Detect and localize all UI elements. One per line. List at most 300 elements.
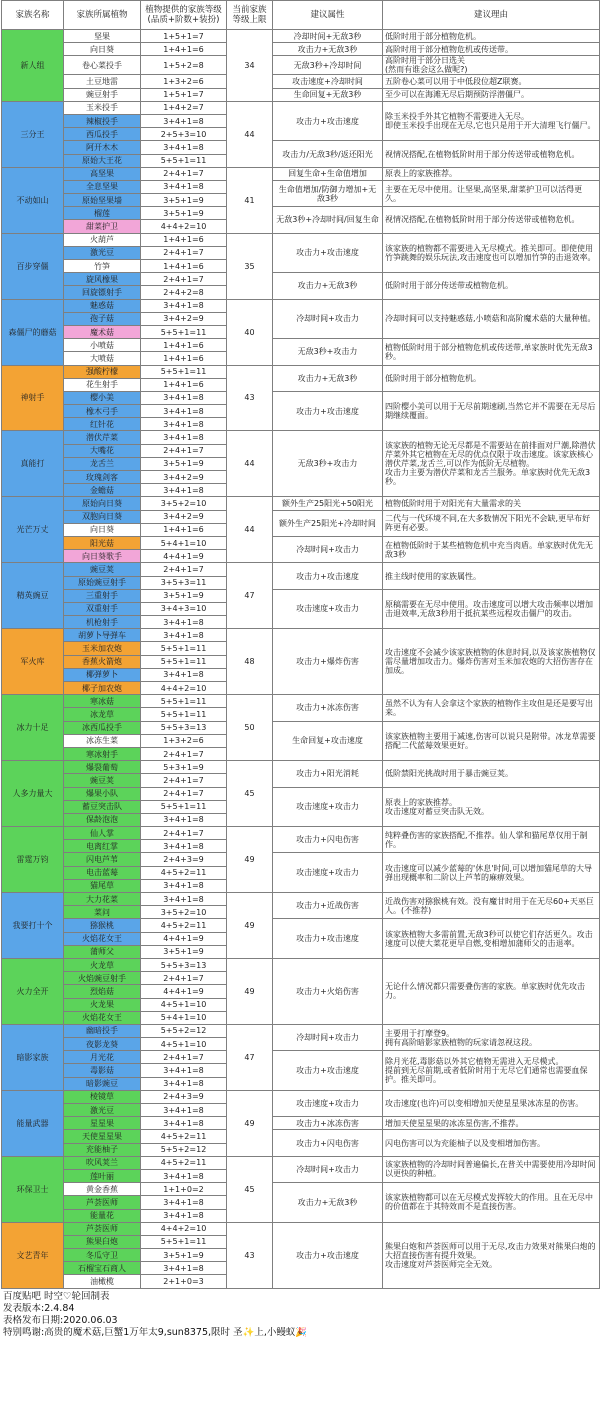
- suggested-attr-cell: 攻击速度+攻击力: [273, 1090, 383, 1116]
- plant-name-cell: 闪电芦苇: [64, 853, 141, 866]
- table-row: [2, 536, 600, 549]
- suggested-attr-cell: 冷却时间+攻击力: [273, 536, 383, 562]
- table-row: [2, 919, 600, 932]
- plant-name-cell: 寒冰菇: [64, 695, 141, 708]
- grade-cell: 2+4+2=8: [141, 286, 227, 299]
- plant-name-cell: 原始坚果墙: [64, 194, 141, 207]
- level-cap-cell: 49: [227, 1090, 273, 1156]
- grade-cell: 4+5+1=10: [141, 1038, 227, 1051]
- grade-cell: 1+3+2=6: [141, 734, 227, 747]
- plant-name-cell: 火龙草: [64, 958, 141, 971]
- table-row: [2, 589, 600, 602]
- plant-name-cell: 阿开木木: [64, 141, 141, 154]
- grade-cell: 3+4+2=9: [141, 312, 227, 325]
- table-row: [2, 1051, 600, 1064]
- suggested-attr-cell: 冷却时间+攻击力: [273, 1024, 383, 1050]
- plant-name-cell: 龙舌兰: [64, 457, 141, 470]
- suggested-reason-cell: 至少可以在海滩无尽后期预防浮潜僵尸。: [383, 88, 600, 101]
- suggested-reason-cell: 增加天使星星果的冰冻星伤害,不推荐。: [383, 1117, 600, 1130]
- grade-cell: 5+3+1=9: [141, 761, 227, 774]
- grade-cell: 5+5+1=11: [141, 325, 227, 338]
- footer: [0, 1289, 600, 1339]
- plant-name-cell: 冬瓜守卫: [64, 1249, 141, 1262]
- grade-cell: 3+4+1=8: [141, 668, 227, 681]
- table-row: [2, 629, 600, 642]
- plant-name-cell: 能量花: [64, 1209, 141, 1222]
- grade-cell: 2+4+1=7: [141, 246, 227, 259]
- plant-name-cell: 烈焰菇: [64, 985, 141, 998]
- plant-name-cell: 芦荟医师: [64, 1222, 141, 1235]
- plant-name-cell: 充能柚子: [64, 1143, 141, 1156]
- plant-name-cell: 激光豆: [64, 246, 141, 259]
- plant-name-cell: 香蕉火箭炮: [64, 655, 141, 668]
- suggested-attr-cell: 攻击力+攻击速度: [273, 563, 383, 589]
- table-row: [2, 563, 600, 576]
- suggested-attr-cell: 生命回复+攻击速度: [273, 721, 383, 761]
- table-row: [2, 56, 600, 75]
- plant-name-cell: 夜影龙葵: [64, 1038, 141, 1051]
- grade-cell: 3+4+1=8: [141, 1262, 227, 1275]
- grade-cell: 2+4+1=7: [141, 747, 227, 760]
- plant-name-cell: 月光花: [64, 1051, 141, 1064]
- grade-cell: 4+5+2=11: [141, 866, 227, 879]
- grade-cell: 2+1+0=3: [141, 1275, 227, 1288]
- table-row: [2, 233, 600, 246]
- plant-name-cell: 大喷菇: [64, 352, 141, 365]
- level-cap-cell: 44: [227, 101, 273, 167]
- plant-name-cell: 火焰花女王: [64, 1011, 141, 1024]
- grade-cell: 1+5+1=7: [141, 88, 227, 101]
- suggested-attr-cell: 攻击力+无敌3秒: [273, 43, 383, 56]
- grade-cell: 3+5+1=9: [141, 589, 227, 602]
- grade-cell: 2+4+3=9: [141, 1090, 227, 1103]
- family-name-cell: 我要打十个: [2, 893, 64, 959]
- family-name-cell: 新人组: [2, 30, 64, 102]
- family-name-cell: 人多力量大: [2, 761, 64, 827]
- grade-cell: 5+5+1=11: [141, 695, 227, 708]
- table-row: [2, 1156, 600, 1169]
- suggested-reason-cell: 低阶时用于部分植物危机。: [383, 30, 600, 43]
- suggested-attr-cell: 攻击力+近战伤害: [273, 893, 383, 919]
- suggested-attr-cell: 攻击力+攻击速度: [273, 233, 383, 273]
- grade-cell: 5+5+3=13: [141, 721, 227, 734]
- level-cap-cell: 45: [227, 1156, 273, 1222]
- plant-name-cell: 小喷菇: [64, 339, 141, 352]
- suggested-attr-cell: 冷却时间+无敌3秒: [273, 30, 383, 43]
- suggested-reason-cell: 低阶时用于部分植物危机。: [383, 365, 600, 391]
- grade-cell: 3+4+1=8: [141, 1196, 227, 1209]
- suggested-attr-cell: 攻击力+攻击速度: [273, 919, 383, 959]
- grade-cell: 3+5+2=10: [141, 497, 227, 510]
- table-row: [2, 510, 600, 523]
- grade-cell: 5+5+3=13: [141, 958, 227, 971]
- suggested-attr-cell: 攻击速度+攻击力: [273, 589, 383, 629]
- family-name-cell: 三分王: [2, 101, 64, 167]
- plant-name-cell: 菜问: [64, 906, 141, 919]
- suggested-attr-cell: 攻击速度+冷却时间: [273, 75, 383, 88]
- grade-cell: 5+5+2=12: [141, 1024, 227, 1037]
- plant-name-cell: 阳光菇: [64, 536, 141, 549]
- suggested-attr-cell: 冷却时间+攻击力: [273, 299, 383, 339]
- plant-name-cell: 蒲师父: [64, 945, 141, 958]
- family-name-cell: 精英豌豆: [2, 563, 64, 629]
- plant-name-cell: 芦荟医师: [64, 1196, 141, 1209]
- suggested-attr-cell: 攻击速度+攻击力: [273, 853, 383, 893]
- family-name-cell: 冰力十足: [2, 695, 64, 761]
- suggested-attr-cell: 额外生产25阳光+50阳光: [273, 497, 383, 510]
- suggested-attr-cell: 冷却时间+攻击力: [273, 1156, 383, 1182]
- suggested-attr-cell: 攻击速度+攻击力: [273, 787, 383, 827]
- grade-cell: 1+4+1=6: [141, 339, 227, 352]
- plant-name-cell: 坚果: [64, 30, 141, 43]
- suggested-attr-cell: 攻击力+阳光消耗: [273, 761, 383, 787]
- grade-cell: 4+5+2=11: [141, 1130, 227, 1143]
- header-family-name: 家族名称: [2, 1, 64, 30]
- footer-date: 表格发布日期:2020.06.03: [3, 1314, 118, 1326]
- family-name-cell: 能量武器: [2, 1090, 64, 1156]
- grade-cell: 4+5+2=11: [141, 1156, 227, 1169]
- table-row: [2, 391, 600, 404]
- grade-cell: 3+5+1=9: [141, 1249, 227, 1262]
- table-row: [2, 827, 600, 840]
- grade-cell: 4+4+2=10: [141, 220, 227, 233]
- header-grade: 植物提供的家族等级 (品质+阶数+装扮): [141, 1, 227, 30]
- level-cap-cell: 44: [227, 431, 273, 497]
- grade-cell: 1+4+1=6: [141, 260, 227, 273]
- plant-name-cell: 甜菜护卫: [64, 220, 141, 233]
- table-row: [2, 1130, 600, 1143]
- suggested-reason-cell: 攻击速度可以减少蓝莓的'休息'时间,可以增加猫尾草的大导弹出现概率和二阶以上芦苇的麻痹效果。: [383, 853, 600, 893]
- grade-cell: 5+5+2=12: [141, 1143, 227, 1156]
- suggested-attr-cell: 攻击力+攻击速度: [273, 1051, 383, 1091]
- suggested-reason-cell: 植物低阶时用于部分植物危机或传送带,单家族时优先无敌3秒。: [383, 339, 600, 365]
- grade-cell: 4+5+1=10: [141, 998, 227, 1011]
- table-row: [2, 43, 600, 56]
- grade-cell: 2+4+1=7: [141, 273, 227, 286]
- grade-cell: 2+4+1=7: [141, 444, 227, 457]
- family-name-cell: 环保卫士: [2, 1156, 64, 1222]
- plant-name-cell: 向日葵歌手: [64, 550, 141, 563]
- table-row: [2, 431, 600, 444]
- grade-cell: 3+4+1=8: [141, 1169, 227, 1182]
- plant-name-cell: 金蟾菇: [64, 484, 141, 497]
- suggested-reason-cell: 高阶时用于部分植物危机或传送带。: [383, 43, 600, 56]
- level-cap-cell: 35: [227, 233, 273, 299]
- table-row: [2, 141, 600, 154]
- suggested-reason-cell: 除月光花,毒影菇以外其它植物无需进入无尽模式。 提前到无尽前期,或者低阶时用于无尽它们通常也需要血保护。推关即可。: [383, 1051, 600, 1091]
- suggested-attr-cell: 攻击力+冰冻伤害: [273, 1117, 383, 1130]
- grade-cell: 3+4+1=8: [141, 1209, 227, 1222]
- grade-cell: 2+5+3=10: [141, 128, 227, 141]
- table-row: [2, 1090, 600, 1103]
- grade-cell: 3+5+1=9: [141, 945, 227, 958]
- grade-cell: 1+5+1=7: [141, 30, 227, 43]
- grade-cell: 3+4+1=8: [141, 813, 227, 826]
- level-cap-cell: 47: [227, 563, 273, 629]
- grade-cell: 3+4+3=10: [141, 602, 227, 615]
- suggested-reason-cell: 在植物低阶时于某些植物危机中充当肉盾。单家族时优先无敌3秒: [383, 536, 600, 562]
- suggested-reason-cell: 近战伤害对猕猴桃有效。没有魔甘时用于在无尽60+天巫巨人。(不推荐): [383, 893, 600, 919]
- plant-name-cell: 孢子菇: [64, 312, 141, 325]
- grade-cell: 2+4+1=7: [141, 1051, 227, 1064]
- table-row: [2, 273, 600, 286]
- suggested-reason-cell: 原稿需要在无尽中使用。攻击速度可以增大攻击频率以增加击退效率,无敌3秒用于抵抗某些远程攻击僵尸的攻击。: [383, 589, 600, 629]
- family-name-cell: 军火库: [2, 629, 64, 695]
- plant-name-cell: 榴莲: [64, 207, 141, 220]
- table-row: [2, 721, 600, 734]
- suggested-attr-cell: 无敌3秒+攻击力: [273, 431, 383, 497]
- plant-name-cell: 吹风荚兰: [64, 1156, 141, 1169]
- suggested-reason-cell: 视情况搭配,在植物低阶时用于部分传送带或植物危机。: [383, 207, 600, 233]
- suggested-reason-cell: 无论什么情况都只需要叠伤害的家族。单家族时优先攻击力。: [383, 958, 600, 1024]
- level-cap-cell: 43: [227, 1222, 273, 1288]
- suggested-reason-cell: 该家族植物大多需前置,无敌3秒可以使它们存活更久。攻击速度可以使大菜花更早自燃,变相增加蒲师父的击退率。: [383, 919, 600, 959]
- plant-name-cell: 熊果臼炮: [64, 1235, 141, 1248]
- grade-cell: 3+4+1=8: [141, 180, 227, 193]
- grade-cell: 5+5+1=11: [141, 800, 227, 813]
- suggested-attr-cell: 攻击力+火焰伤害: [273, 958, 383, 1024]
- suggested-attr-cell: 攻击力+攻击速度: [273, 1222, 383, 1288]
- plant-name-cell: 原始向日葵: [64, 497, 141, 510]
- table-row: [2, 365, 600, 378]
- table-row: [2, 299, 600, 312]
- suggested-reason-cell: 二代与一代环境不同,在大多数情况下阳光不会缺,更早布好阵更有必要。: [383, 510, 600, 536]
- plant-name-cell: 电离红掌: [64, 840, 141, 853]
- table-row: [2, 75, 600, 88]
- level-cap-cell: 49: [227, 827, 273, 893]
- suggested-attr-cell: 攻击力+冰冻伤害: [273, 695, 383, 721]
- plant-name-cell: 魔术菇: [64, 325, 141, 338]
- plant-name-cell: 竹笋: [64, 260, 141, 273]
- grade-cell: 2+4+1=7: [141, 167, 227, 180]
- grade-cell: 2+4+1=7: [141, 787, 227, 800]
- suggested-attr-cell: 无敌3秒+冷却时间: [273, 56, 383, 75]
- table-row: [2, 167, 600, 180]
- suggested-reason-cell: 五阶卷心菜可以用于中低段位超Z联赛。: [383, 75, 600, 88]
- level-cap-cell: 44: [227, 497, 273, 563]
- level-cap-cell: 49: [227, 893, 273, 959]
- plant-name-cell: 花生射手: [64, 378, 141, 391]
- plant-name-cell: 爆果小队: [64, 787, 141, 800]
- suggested-reason-cell: 该家族的植物都不需要进入无尽模式。推关即可。即使使用竹笋跳舞的娱乐玩法,攻击速度也可以增加竹笋的击退效率。: [383, 233, 600, 273]
- plant-name-cell: 樱小美: [64, 391, 141, 404]
- family-name-cell: 暗影家族: [2, 1024, 64, 1090]
- suggested-reason-cell: 原表上的家族推荐。 攻击速度对蓄豆突击队无效。: [383, 787, 600, 827]
- grade-cell: 2+4+1=7: [141, 972, 227, 985]
- plant-name-cell: 火焰花女王: [64, 932, 141, 945]
- plant-name-cell: 玉米投手: [64, 101, 141, 114]
- suggested-reason-cell: 高阶时用于部分日选关 (然而有谁会这么做呢?): [383, 56, 600, 75]
- plant-name-cell: 冰西瓜投手: [64, 721, 141, 734]
- grade-cell: 1+3+2=6: [141, 75, 227, 88]
- suggested-attr-cell: 攻击力+攻击速度: [273, 101, 383, 141]
- grade-cell: 5+5+1=11: [141, 655, 227, 668]
- plant-name-cell: 莲叶丽: [64, 1169, 141, 1182]
- plant-name-cell: 原始大王花: [64, 154, 141, 167]
- grade-cell: 2+4+1=7: [141, 563, 227, 576]
- suggested-attr-cell: 攻击力+闪电伤害: [273, 827, 383, 853]
- plant-name-cell: 冰龙草: [64, 708, 141, 721]
- suggested-reason-cell: 除玉米投手外其它植物不需要进入无尽。 即使玉米投手出现在无尽,它也只是用于开大清理飞行僵尸。: [383, 101, 600, 141]
- suggested-reason-cell: 植物低阶时用于对阳光有大量需求的关: [383, 497, 600, 510]
- grade-cell: 3+4+1=8: [141, 484, 227, 497]
- level-cap-cell: 48: [227, 629, 273, 695]
- table-row: [2, 207, 600, 220]
- plant-name-cell: 回旋镖射手: [64, 286, 141, 299]
- grade-cell: 4+4+2=10: [141, 1222, 227, 1235]
- suggested-attr-cell: 生命值增加/防御力增加+无敌3秒: [273, 180, 383, 206]
- family-name-cell: 雷霆万钧: [2, 827, 64, 893]
- suggested-reason-cell: 推主线时使用的家族属性。: [383, 563, 600, 589]
- plant-name-cell: 爆裂葡萄: [64, 761, 141, 774]
- family-name-cell: 不动如山: [2, 167, 64, 233]
- level-cap-cell: 49: [227, 958, 273, 1024]
- grade-cell: 1+4+1=6: [141, 523, 227, 536]
- plant-name-cell: 全息坚果: [64, 180, 141, 193]
- suggested-attr-cell: 攻击力+无敌3秒: [273, 365, 383, 391]
- footer-version: 发表版本:2.4.84: [3, 1302, 75, 1314]
- grade-cell: 2+4+3=9: [141, 853, 227, 866]
- plant-name-cell: 机枪射手: [64, 616, 141, 629]
- grade-cell: 2+4+1=7: [141, 827, 227, 840]
- plant-name-cell: 豌豆荚: [64, 774, 141, 787]
- plant-name-cell: 油橄榄: [64, 1275, 141, 1288]
- plant-name-cell: 火焰豌豆射手: [64, 972, 141, 985]
- table-row: [2, 761, 600, 774]
- table-row: [2, 30, 600, 43]
- grade-cell: 3+4+1=8: [141, 405, 227, 418]
- family-name-cell: 真能打: [2, 431, 64, 497]
- grade-cell: 5+5+1=11: [141, 365, 227, 378]
- plant-name-cell: 椰弹萝卜: [64, 668, 141, 681]
- plant-name-cell: 大力花菜: [64, 893, 141, 906]
- plant-name-cell: 橡木弓手: [64, 405, 141, 418]
- grade-cell: 3+5+3=11: [141, 576, 227, 589]
- grade-cell: 1+4+1=6: [141, 43, 227, 56]
- table-row: [2, 853, 600, 866]
- plant-name-cell: 仙人掌: [64, 827, 141, 840]
- suggested-attr-cell: 攻击力+攻击速度: [273, 391, 383, 431]
- grade-cell: 3+4+1=8: [141, 1104, 227, 1117]
- grade-cell: 2+4+1=7: [141, 774, 227, 787]
- grade-cell: 3+4+1=8: [141, 629, 227, 642]
- grade-cell: 3+4+1=8: [141, 1077, 227, 1090]
- plant-name-cell: 大嘴花: [64, 444, 141, 457]
- plant-name-cell: 卷心菜投手: [64, 56, 141, 75]
- plant-name-cell: 电击蓝莓: [64, 866, 141, 879]
- grade-cell: 3+4+1=8: [141, 616, 227, 629]
- grade-cell: 3+4+1=8: [141, 391, 227, 404]
- level-cap-cell: 41: [227, 167, 273, 233]
- grade-cell: 3+4+1=8: [141, 141, 227, 154]
- suggested-reason-cell: 原表上的家族推荐。: [383, 167, 600, 180]
- plant-name-cell: 向日葵: [64, 43, 141, 56]
- plant-name-cell: 玉米加农炮: [64, 642, 141, 655]
- table-row: [2, 101, 600, 114]
- grade-cell: 1+4+2=7: [141, 101, 227, 114]
- grade-cell: 5+5+1=11: [141, 1235, 227, 1248]
- table-header-row: [2, 1, 600, 30]
- plant-name-cell: 三重射手: [64, 589, 141, 602]
- grade-cell: 4+4+2=10: [141, 682, 227, 695]
- plant-name-cell: 双胞向日葵: [64, 510, 141, 523]
- level-cap-cell: 47: [227, 1024, 273, 1090]
- suggested-reason-cell: 虽然不认为有人会拿这个家族的植物作主攻但是还是要写出来。: [383, 695, 600, 721]
- plant-name-cell: 寒冰射手: [64, 747, 141, 760]
- plant-name-cell: 双重射手: [64, 602, 141, 615]
- table-row: [2, 1183, 600, 1196]
- plant-name-cell: 土豆地雷: [64, 75, 141, 88]
- family-name-cell: 火力全开: [2, 958, 64, 1024]
- suggested-reason-cell: 熊果臼炮和芦荟医师可以用于无尽,攻击力效果对熊果臼炮的大招直接伤害有提升效果。 攻击速度对芦荟医师完全无效。: [383, 1222, 600, 1288]
- plant-name-cell: 猕猴桃: [64, 919, 141, 932]
- grade-cell: 1+5+2=8: [141, 56, 227, 75]
- grade-cell: 3+5+1=9: [141, 457, 227, 470]
- plant-name-cell: 毒影菇: [64, 1064, 141, 1077]
- plant-name-cell: 辣椒投手: [64, 114, 141, 127]
- plant-name-cell: 胡萝卜导弹车: [64, 629, 141, 642]
- plant-name-cell: 原始豌豆射手: [64, 576, 141, 589]
- grade-cell: 3+4+2=9: [141, 471, 227, 484]
- plant-name-cell: 潜伏芹菜: [64, 431, 141, 444]
- grade-cell: 4+4+1=9: [141, 932, 227, 945]
- grade-cell: 1+1+0=2: [141, 1183, 227, 1196]
- suggested-reason-cell: 该家族植物主要用于减速,伤害可以说只是附带。冰龙草需要搭配二代蓝莓效果更好。: [383, 721, 600, 761]
- suggested-attr-cell: 攻击力/无敌3秒/返还阳光: [273, 141, 383, 167]
- plant-name-cell: 火葫芦: [64, 233, 141, 246]
- suggested-reason-cell: 该家族植物的冷却时间普遍偏长,在普关中需要使用冷却时间以更快的种植。: [383, 1156, 600, 1182]
- family-name-cell: 文艺青年: [2, 1222, 64, 1288]
- grade-cell: 4+4+1=9: [141, 985, 227, 998]
- grade-cell: 3+4+1=8: [141, 299, 227, 312]
- grade-cell: 1+4+1=6: [141, 378, 227, 391]
- grade-cell: 3+4+1=8: [141, 879, 227, 892]
- table-row: [2, 1222, 600, 1235]
- suggested-attr-cell: 攻击力+无敌3秒: [273, 1183, 383, 1223]
- level-cap-cell: 50: [227, 695, 273, 761]
- plant-name-cell: 豌豆荚: [64, 563, 141, 576]
- plant-name-cell: 向日葵: [64, 523, 141, 536]
- grade-cell: 3+5+2=10: [141, 906, 227, 919]
- table-row: [2, 88, 600, 101]
- plant-name-cell: 天使星星果: [64, 1130, 141, 1143]
- level-cap-cell: 40: [227, 299, 273, 365]
- grade-cell: 3+4+1=8: [141, 114, 227, 127]
- grade-cell: 3+4+1=8: [141, 418, 227, 431]
- suggested-reason-cell: 视情况搭配,在植物低阶时用于部分传送带或植物危机。: [383, 141, 600, 167]
- grade-cell: 5+5+1=11: [141, 154, 227, 167]
- table-row: [2, 893, 600, 906]
- suggested-attr-cell: 无敌3秒+冷却时间/回复生命: [273, 207, 383, 233]
- plant-name-cell: 椰子加农炮: [64, 682, 141, 695]
- plant-name-cell: 保龄泡泡: [64, 813, 141, 826]
- plant-name-cell: 蓄豆突击队: [64, 800, 141, 813]
- grade-cell: 4+5+2=11: [141, 919, 227, 932]
- table-row: [2, 1024, 600, 1037]
- plant-name-cell: 火龙果: [64, 998, 141, 1011]
- grade-cell: 1+4+1=6: [141, 352, 227, 365]
- footer-thanks: 特别鸣谢:高贵的魔术菇,巨蟹1万年太9,sun8375,限时 圣✨上,小鳗蚁🎉: [3, 1326, 308, 1338]
- table-row: [2, 339, 600, 352]
- suggested-attr-cell: 回复生命+生命值增加: [273, 167, 383, 180]
- plant-name-cell: 强酸柠檬: [64, 365, 141, 378]
- suggested-reason-cell: 纯粹叠伤害的家族搭配,不推荐。仙人掌和猫尾草仅用于制作。: [383, 827, 600, 853]
- suggested-reason-cell: 低阶时用于部分传送带或植物危机。: [383, 273, 600, 299]
- plant-name-cell: 猫尾草: [64, 879, 141, 892]
- grade-cell: 3+4+1=8: [141, 1117, 227, 1130]
- plant-name-cell: 幽暗投手: [64, 1024, 141, 1037]
- suggested-reason-cell: 该家族的植物无论无尽都是不需要站在前排面对尸潮,除潜伏芹菜外其它植物在无尽的优点仅限于攻击速度。该家族核心潜伏芹菜,龙舌兰,可以作为低阶无尽植物。 攻击力主要为潜伏芹菜和龙舌兰服务。单家族时优先无敌3秒。: [383, 431, 600, 497]
